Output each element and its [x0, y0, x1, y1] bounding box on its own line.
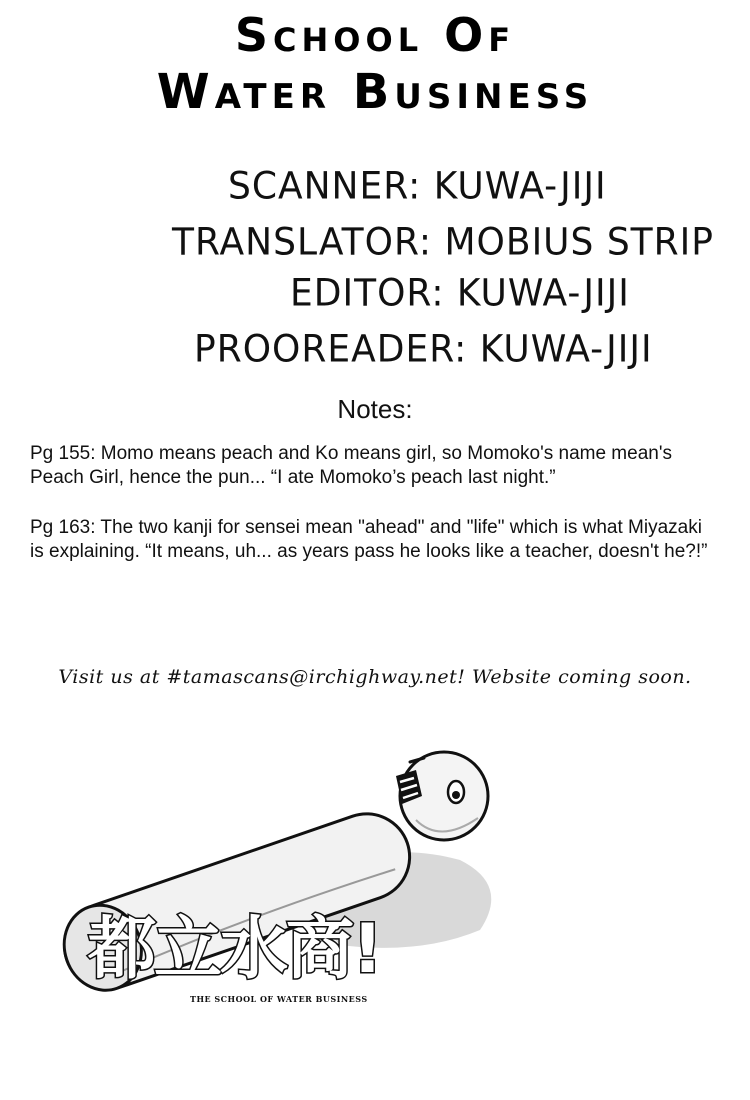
logo-subtitle: THE SCHOOL OF WATER BUSINESS — [190, 994, 368, 1004]
credit-translator: TRANSLATOR: MOBIUS STRIP — [172, 220, 715, 265]
title-line-2: Water Business — [156, 64, 594, 120]
logo-illustration — [40, 740, 520, 1040]
title-line-1: School Of — [234, 8, 516, 62]
credit-scanner: SCANNER: KUWA-JIJI — [228, 164, 607, 209]
credit-proofreader: PROOREADER: KUWA-JIJI — [194, 327, 653, 372]
note-page-163: Pg 163: The two kanji for sensei mean "ahead" and "life" which is what Miyazaki is explaining. “It means, uh... as years pass he looks like a teacher, doesn't he?!” — [30, 517, 708, 562]
notes-heading: Notes: — [337, 394, 413, 424]
credit-editor: EDITOR: KUWA-JIJI — [290, 271, 630, 316]
note-page-155: Pg 155: Momo means peach and Ko means girl, so Momoko's name mean's Peach Girl, hence the pun... “I ate Momoko’s peach last night.” — [30, 443, 672, 488]
visit-message: Visit us at #tamascans@irchighway.net! Website coming soon. — [58, 666, 692, 688]
logo-kanji: 都立水商! — [88, 910, 382, 989]
